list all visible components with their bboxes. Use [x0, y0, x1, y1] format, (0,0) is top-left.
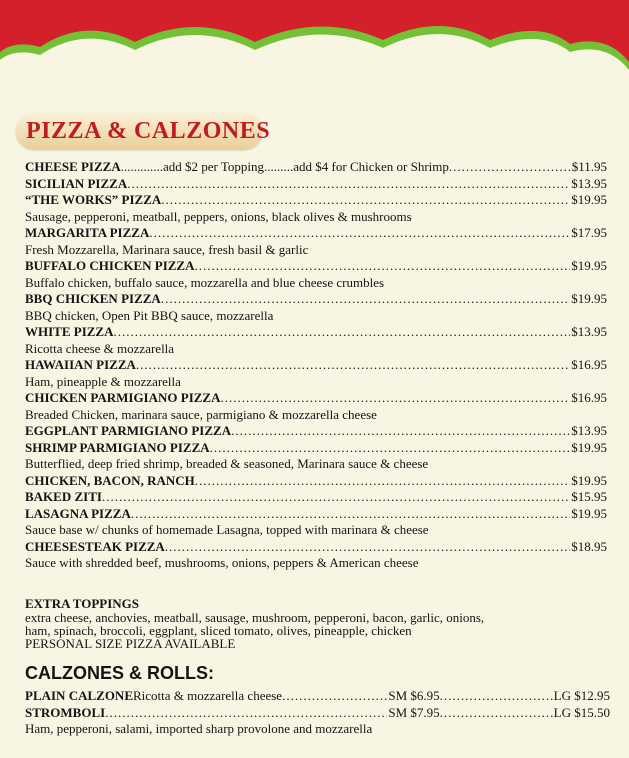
- dot-leader: [440, 688, 553, 705]
- menu-item-row: [25, 506, 607, 523]
- dot-leader: [114, 324, 571, 341]
- menu-item-price: $13.95: [571, 423, 607, 438]
- menu-item-description: Sausage, pepperoni, meatball, peppers, onions, black olives & mushrooms: [25, 208, 412, 224]
- menu-item-name: MARGARITA PIZZA: [25, 225, 150, 240]
- menu-item-price: $19.95: [571, 258, 607, 273]
- dot-leader: [440, 705, 553, 722]
- calzone-price-large: LG $15.50: [553, 704, 610, 720]
- menu-item-row: [25, 192, 607, 209]
- menu-item-price: $19.95: [571, 192, 607, 207]
- calzone-name: PLAIN CALZONE: [25, 688, 133, 703]
- menu-item-name: WHITE PIZZA: [25, 324, 114, 339]
- menu-item-price: $13.95: [571, 175, 607, 191]
- menu-item-row: [25, 324, 607, 341]
- calzone-row: [25, 705, 610, 722]
- menu-item-price: $19.95: [571, 472, 607, 488]
- calzones-title: CALZONES & ROLLS:: [25, 663, 214, 683]
- menu-item-row: [25, 159, 607, 176]
- calzone-price-large: LG $12.95: [553, 688, 610, 703]
- menu-item-description: Sauce with shredded beef, mushrooms, onions, peppers & American cheese: [25, 555, 419, 570]
- pizza-list: [25, 159, 607, 572]
- menu-item-description: Buffalo chicken, buffalo sauce, mozzarella and blue cheese crumbles: [25, 274, 385, 290]
- calzone-description: Ham, pepperoni, salami, imported sharp provolone and mozzarella: [25, 721, 373, 736]
- menu-item-row: [25, 357, 607, 374]
- calzone-row: [25, 688, 610, 705]
- menu-item-name: BBQ CHICKEN PIZZA: [25, 291, 161, 306]
- menu-item-description: Ham, pineapple & mozzarella: [25, 373, 181, 389]
- menu-item-name: BUFFALO CHICKEN PIZZA: [25, 258, 195, 273]
- menu-item-row: [25, 440, 607, 457]
- dot-leader: [149, 225, 570, 242]
- menu-item-name: CHICKEN, BACON, RANCH: [25, 472, 195, 488]
- dot-leader: [195, 258, 571, 275]
- dot-leader: [136, 357, 570, 374]
- calzone-inline-description: Ricotta & mozzarella cheese: [133, 688, 283, 703]
- dot-leader: [131, 506, 570, 523]
- menu-item-name: SICILIAN PIZZA: [25, 175, 128, 191]
- menu-item-price: $19.95: [571, 505, 607, 521]
- menu-item-description: Butterflied, deep fried shrimp, breaded & seasoned, Marinara sauce & cheese: [25, 456, 429, 471]
- menu-item-name: SHRIMP PARMIGIANO PIZZA: [25, 439, 210, 455]
- extra-toppings-line: ham, spinach, broccoli, eggplant, sliced tomato, olives, pineapple, chicken: [25, 623, 412, 638]
- menu-item-price: $15.95: [571, 489, 607, 504]
- menu-item-name: CHICKEN PARMIGIANO PIZZA: [25, 390, 221, 405]
- dot-leader: [165, 539, 570, 556]
- menu-item-description: Ricotta cheese & mozzarella: [25, 340, 175, 356]
- dot-leader: [105, 705, 387, 722]
- menu-item-note: .............add $2 per Topping.........add $4 for Chicken or Shrimp: [120, 159, 449, 174]
- dot-leader: [102, 489, 570, 506]
- section-title: PIZZA & CALZONES: [26, 118, 271, 144]
- menu-item-price: $17.95: [571, 225, 607, 240]
- menu-item-description: BBQ chicken, Open Pit BBQ sauce, mozzarella: [25, 307, 274, 323]
- menu-item-price: $19.95: [571, 439, 607, 455]
- menu-item-row: [25, 423, 607, 440]
- dot-leader: [221, 390, 571, 407]
- extra-toppings-line: extra cheese, anchovies, meatball, sausage, mushroom, pepperoni, bacon, garlic, onions,: [25, 610, 485, 625]
- calzone-list: [25, 688, 610, 738]
- calzone-price-small: SM $7.95: [388, 704, 440, 720]
- menu-item-price: $13.95: [571, 324, 607, 339]
- menu-item-name: HAWAIIAN PIZZA: [25, 357, 136, 372]
- dot-leader: [282, 688, 387, 705]
- menu-item-name: LASAGNA PIZZA: [25, 505, 131, 521]
- menu-item-row: [25, 291, 607, 308]
- menu-item-row: [25, 473, 607, 490]
- scalloped-banner: [0, 0, 629, 100]
- menu-item-description: Fresh Mozzarella, Marinara sauce, fresh basil & garlic: [25, 241, 309, 257]
- menu-item-name: “THE WORKS” PIZZA: [25, 192, 162, 207]
- calzone-name: STROMBOLI: [25, 704, 106, 720]
- dot-leader: [161, 192, 570, 209]
- personal-size-note: PERSONAL SIZE PIZZA AVAILABLE: [25, 636, 236, 651]
- menu-item-price: $16.95: [571, 390, 607, 405]
- dot-leader: [127, 176, 570, 193]
- dot-leader: [449, 159, 571, 176]
- menu-item-name: BAKED ZITI: [25, 489, 102, 504]
- menu-item-name: CHEESE PIZZA: [25, 159, 121, 174]
- menu-item-price: $16.95: [571, 357, 607, 372]
- menu-item-name: EGGPLANT PARMIGIANO PIZZA: [25, 423, 232, 438]
- dot-leader: [231, 423, 570, 440]
- menu-item-price: $19.95: [571, 291, 607, 306]
- dot-leader: [161, 291, 570, 308]
- menu-item-description: Sauce base w/ chunks of homemade Lasagna, topped with marinara & cheese: [25, 522, 429, 537]
- menu-item-row: [25, 390, 607, 407]
- menu-item-row: [25, 225, 607, 242]
- menu-item-row: [25, 258, 607, 275]
- menu-item-row: [25, 489, 607, 506]
- calzone-price-small: SM $6.95: [388, 688, 440, 703]
- menu-item-price: $11.95: [571, 159, 607, 174]
- menu-item-name: CHEESESTEAK PIZZA: [25, 538, 165, 554]
- menu-item-description: Breaded Chicken, marinara sauce, parmigiano & mozzarella cheese: [25, 406, 377, 422]
- extra-toppings: [25, 596, 607, 650]
- menu-item-price: $18.95: [571, 538, 607, 554]
- extra-toppings-title: EXTRA TOPPINGS: [25, 596, 140, 611]
- dot-leader: [195, 473, 571, 490]
- menu-item-row: [25, 539, 607, 556]
- menu-item-row: [25, 176, 607, 193]
- dot-leader: [210, 440, 571, 457]
